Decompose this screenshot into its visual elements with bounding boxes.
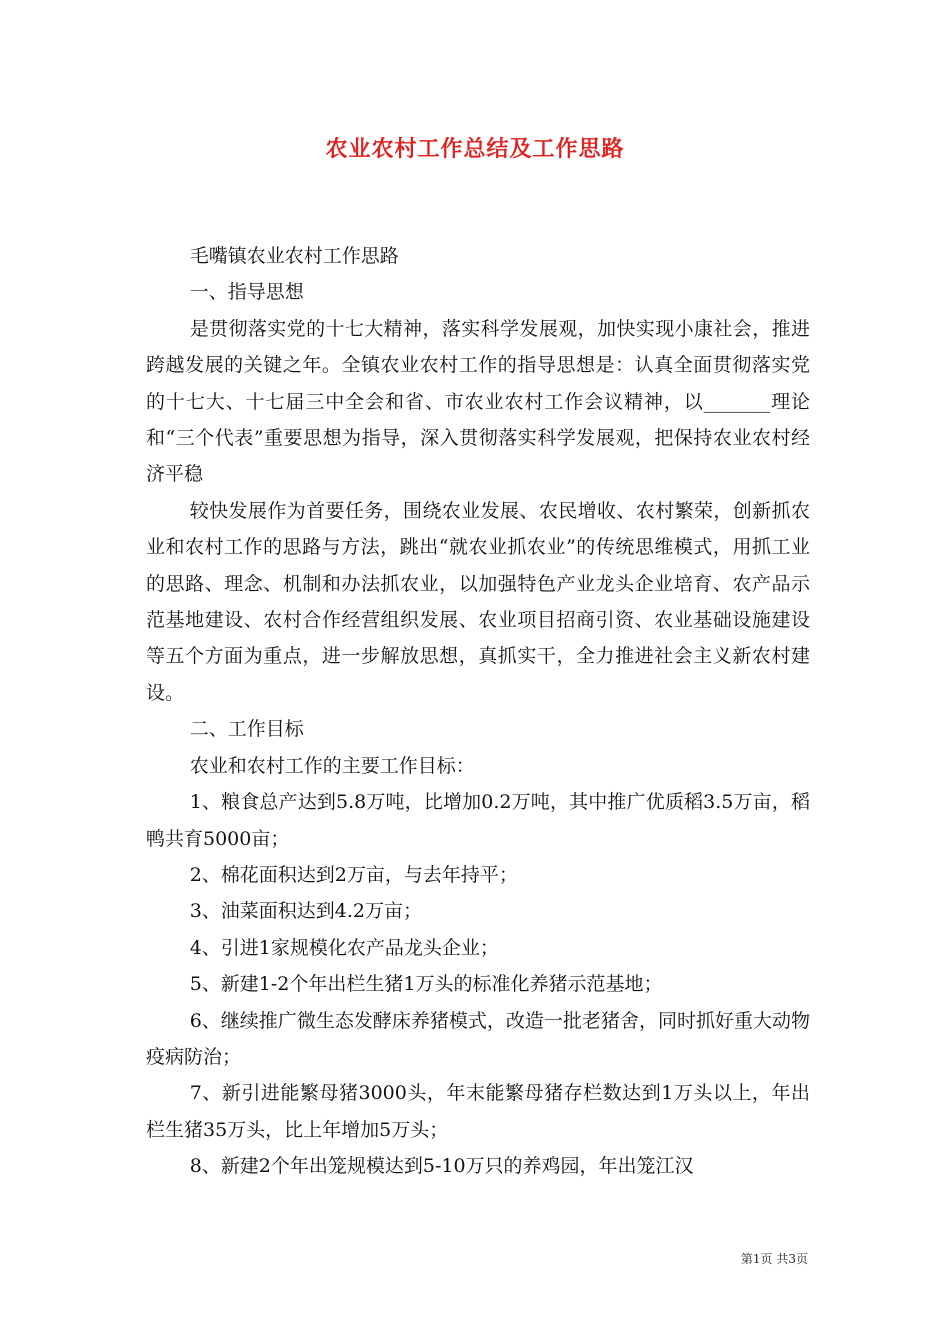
- goal-item-4: 4、引进1家规模化农产品龙头企业；: [189, 936, 499, 959]
- page-number-footer: 第1页 共3页: [740, 1252, 808, 1266]
- paragraph-guiding-thought: 是贯彻落实党的十七大精神，落实科学发展观，加快实现小康社会，推进跨越发展的关键之年。全镇农业农村工作的指导思想是：认真全面贯彻落实党的十七大、十七届三中全会和省、市农业农村工作会议精神，以_______理论和“三个代表”重要思想为指导，深入贯彻落实科学发展观，把保持农业农村经济平稳: [146, 317, 810, 486]
- paragraph-goals-intro: 农业和农村工作的主要工作目标：: [189, 754, 475, 777]
- section-heading-town: 毛嘴镇农业农村工作思路: [189, 245, 399, 267]
- paragraph-development-task: 较快发展作为首要任务，围绕农业发展、农民增收、农村繁荣，创新抓农业和农村工作的思路与方法，跳出“就农业抓农业”的传统思维模式，用抓工业的思路、理念、机制和办法抓农业，以加强特色产业龙头企业培育、农产品示范基地建设、农村合作经营组织发展、农业项目招商引资、农业基础设施建设等五个方面为重点，进一步解放思想，真抓实干，全力推进社会主义新农村建设。: [146, 499, 810, 704]
- section-heading-work-goals: 二、工作目标: [189, 718, 304, 741]
- goal-item-7: 7、新引进能繁母猪3000头，年末能繁母猪存栏数达到1万头以上，年出栏生猪35万头，比上年增加5万头；: [146, 1082, 810, 1141]
- document-title: 农业农村工作总结及工作思路: [325, 136, 625, 162]
- goal-item-8: 8、新建2个年出笼规模达到5-10万只的养鸡园，年出笼江汉: [189, 1155, 694, 1178]
- goal-item-5: 5、新建1-2个年出栏生猪1万头的标准化养猪示范基地；: [189, 973, 663, 996]
- goal-item-1: 1、粮食总产达到5.8万吨，比增加0.2万吨，其中推广优质稻3.5万亩，稻鸭共育5000亩；: [146, 791, 810, 850]
- document-body: [146, 238, 810, 1185]
- goal-item-3: 3、油菜面积达到4.2万亩；: [189, 900, 422, 923]
- goal-item-2: 2、棉花面积达到2万亩，与去年持平；: [189, 863, 518, 886]
- section-heading-guiding-thought: 一、指导思想: [189, 281, 304, 304]
- goal-item-6: 6、继续推广微生态发酵床养猪模式，改造一批老猪舍，同时抓好重大动物疫病防治；: [146, 1009, 810, 1068]
